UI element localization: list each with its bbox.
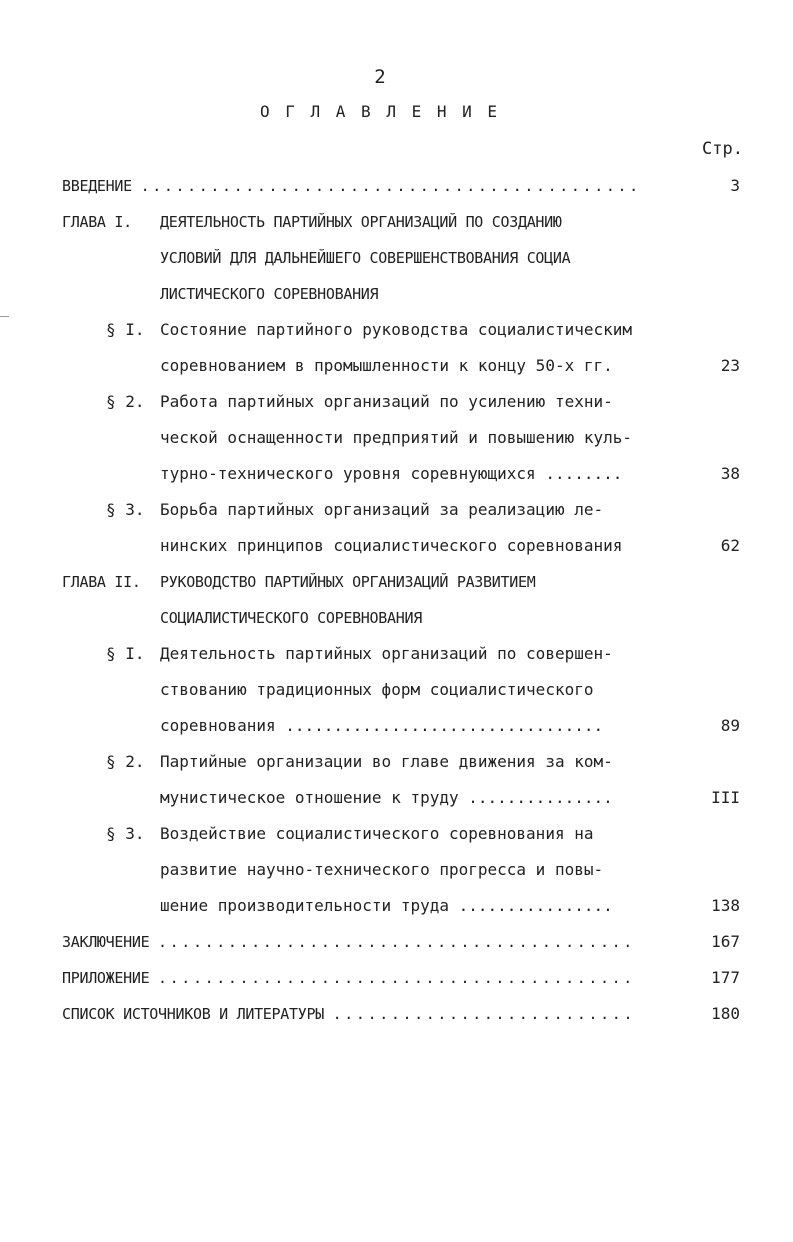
chapter-title-line: ДЕЯТЕЛЬНОСТЬ ПАРТИЙНЫХ ОРГАНИЗАЦИЙ ПО СОЗДАНИЮ — [160, 213, 562, 231]
dot-leader: ......................................... — [158, 969, 635, 987]
toc-entry-page: 138 — [711, 896, 740, 915]
toc-entry-sources — [62, 996, 635, 1032]
chapter-title-line: РУКОВОДСТВО ПАРТИЙНЫХ ОРГАНИЗАЦИЙ РАЗВИТИЕМ — [160, 573, 536, 591]
section-title-line: Партийные организации во главе движения за ком- — [160, 752, 613, 771]
section-label: § 3. — [106, 500, 145, 519]
section-title-line: Работа партийных организаций по усилению техни- — [160, 392, 613, 411]
section-label: § I. — [106, 644, 145, 663]
section-title-line: турно-технического уровня соревнующихся ........ — [160, 464, 623, 483]
section-title-line: нинских принципов социалистического соревнования — [160, 536, 623, 555]
section-title-line: шение производительности труда ................ — [160, 896, 613, 915]
section-title-line: Воздействие социалистического соревнования на — [160, 824, 594, 843]
dot-leader: ........................................... — [140, 177, 641, 195]
toc-entry-appendix — [62, 960, 635, 996]
section-label: § 3. — [106, 824, 145, 843]
section-title-line: развитие научно-технического прогресса и повы- — [160, 860, 604, 879]
toc-entry-conclusion — [62, 924, 635, 960]
section-label: § 2. — [106, 392, 145, 411]
section-title-line: Деятельность партийных организаций по совершен- — [160, 644, 613, 663]
toc-entry-title: ПРИЛОЖЕНИЕ — [62, 969, 150, 987]
section-label: § 2. — [106, 752, 145, 771]
margin-mark — [0, 316, 9, 317]
toc-entry-page: 177 — [711, 968, 740, 987]
chapter-title-line: УСЛОВИЙ ДЛЯ ДАЛЬНЕЙШЕГО СОВЕРШЕНСТВОВАНИЯ СОЦИА — [160, 249, 571, 267]
section-title-line: соревнованием в промышленности к концу 50-х гг. — [160, 356, 613, 375]
toc-entry-title: ЗАКЛЮЧЕНИЕ — [62, 933, 150, 951]
chapter-label: ГЛАВА II. — [62, 573, 141, 591]
section-title-line: ствованию традиционных форм социалистического — [160, 680, 594, 699]
section-title-line: мунистическое отношение к труду ............... — [160, 788, 613, 807]
section-title-line: Борьба партийных организаций за реализацию ле- — [160, 500, 604, 519]
toc-entry-page: 89 — [720, 716, 740, 735]
toc-entry-page: 62 — [720, 536, 740, 555]
section-title-line: Состояние партийного руководства социалистическим — [160, 320, 633, 339]
page-column-label: Стр. — [702, 139, 743, 159]
toc-entry-page: 23 — [720, 356, 740, 375]
section-title-line: ческой оснащенности предприятий и повышению куль- — [160, 428, 633, 447]
dot-leader: .......................... — [332, 1005, 636, 1023]
chapter-title-line: ЛИСТИЧЕСКОГО СОРЕВНОВАНИЯ — [160, 285, 379, 303]
chapter-label: ГЛАВА I. — [62, 213, 132, 231]
toc-entry-page: 180 — [711, 1004, 740, 1023]
toc-entry-introduction — [62, 168, 641, 204]
section-title-line: соревнования ................................. — [160, 716, 604, 735]
toc-entry-page: 38 — [720, 464, 740, 483]
toc-entry-page: 3 — [730, 176, 740, 195]
page-number: 2 — [374, 66, 386, 88]
chapter-title-line: СОЦИАЛИСТИЧЕСКОГО СОРЕВНОВАНИЯ — [160, 609, 422, 627]
section-label: § I. — [106, 320, 145, 339]
document-title: О Г Л А В Л Е Н И Е — [259, 102, 501, 121]
toc-entry-title: ВВЕДЕНИЕ — [62, 177, 132, 195]
toc-entry-page: 167 — [711, 932, 740, 951]
toc-entry-title: СПИСОК ИСТОЧНИКОВ И ЛИТЕРАТУРЫ — [62, 1005, 324, 1023]
toc-entry-page: III — [711, 788, 740, 807]
dot-leader: ......................................... — [158, 933, 635, 951]
